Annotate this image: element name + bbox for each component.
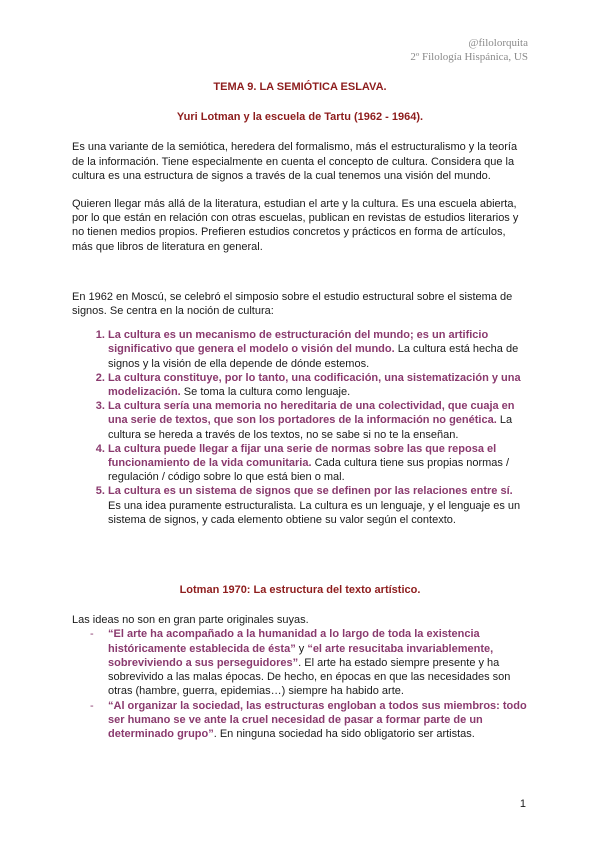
document-body bbox=[72, 80, 528, 741]
header-course: 2º Filología Hispánica, US bbox=[410, 51, 528, 63]
header-author: @filolorquita bbox=[468, 37, 528, 49]
section-1-subtitle: Yuri Lotman y la escuela de Tartu (1962 - 1964). bbox=[176, 111, 424, 124]
list-item: 1. La cultura es un mecanismo de estructuración del mundo; es un artificio significativo que genera el modelo o visión del mundo. La cultura está hecha de signos y la visión de ella depende de dónde estemos. bbox=[108, 328, 528, 371]
dash-bullet: - bbox=[90, 628, 94, 641]
paragraph-1: Es una variante de la semiótica, heredera del formalismo, más el estructuralismo y la teoría de la información. Tiene especialmente en cuenta el concepto de cultura. Considera que la cultura es una estructura de signos a través de la cual tenemos una visión del mundo. bbox=[72, 141, 518, 182]
list-item: 3. La cultura sería una memoria no hereditaria de una colectividad, que cuaja en una serie de textos, que son los portadores de la información no genética. La cultura se hereda a través de los textos, no se sabe si no te la enseñan. bbox=[108, 399, 528, 442]
paragraph-3: En 1962 en Moscú, se celebró el simposio sobre el estudio estructural sobre el sistema de signos. Se centra en la noción de cultura: bbox=[72, 290, 513, 318]
list-item: 5. La cultura es un sistema de signos que se definen por las relaciones entre sí. Es una idea puramente estructuralista. La cultura es un lenguaje, y el lenguaje es un sistema de signos, y cada elemento obtiene su valor según el contexto. bbox=[108, 484, 528, 527]
section-2-subtitle: Lotman 1970: La estructura del texto artístico. bbox=[179, 584, 421, 597]
list-item: - “El arte ha acompañado a la humanidad a lo largo de toda la existencia históricamente establecida de ésta” y “el arte resucitaba invariablemente, sobreviviendo a sus perseguidores”. El arte ha estado siempre presente y ha sobrevivido a las malas épocas. De hecho, en épocas en que las necesidades son otras (hambre, guerra, epidemias…) siempre ha habido arte. bbox=[90, 628, 511, 698]
section-2-intro: Las ideas no son en gran parte originales suyas. bbox=[72, 614, 309, 627]
page-header bbox=[410, 36, 528, 64]
list-item: 4. La cultura puede llegar a fijar una serie de normas sobre las que reposa el funcionamiento de la vida comunitaria. Cada cultura tiene sus propias normas / regulación / código sobre lo que está bien o mal. bbox=[108, 442, 528, 485]
page-title: TEMA 9. LA SEMIÓTICA ESLAVA. bbox=[213, 81, 387, 93]
quote-list bbox=[72, 627, 528, 741]
paragraph-2: Quieren llegar más allá de la literatura, estudian el arte y la cultura. Es una escuela abierta, por lo que están en relación con otras escuelas, publican en revistas de estudios literarios y no tienen medios propios. Prefieren estudios concretos y prácticos en forma de artículos, más que libros de literatura en general. bbox=[72, 198, 519, 253]
culture-list bbox=[72, 328, 528, 527]
list-item: 2. La cultura constituye, por lo tanto, una codificación, una sistematización y una modelización. Se toma la cultura como lenguaje. bbox=[108, 371, 528, 399]
page-number: 1 bbox=[519, 798, 526, 810]
dash-bullet: - bbox=[90, 699, 94, 712]
list-item: - “Al organizar la sociedad, las estructuras engloban a todos sus miembros: todo ser humano se ve ante la cruel necesidad de pasar a formar parte de un determinado grupo”. En ninguna sociedad ha sido obligatorio ser artistas. bbox=[90, 699, 527, 740]
